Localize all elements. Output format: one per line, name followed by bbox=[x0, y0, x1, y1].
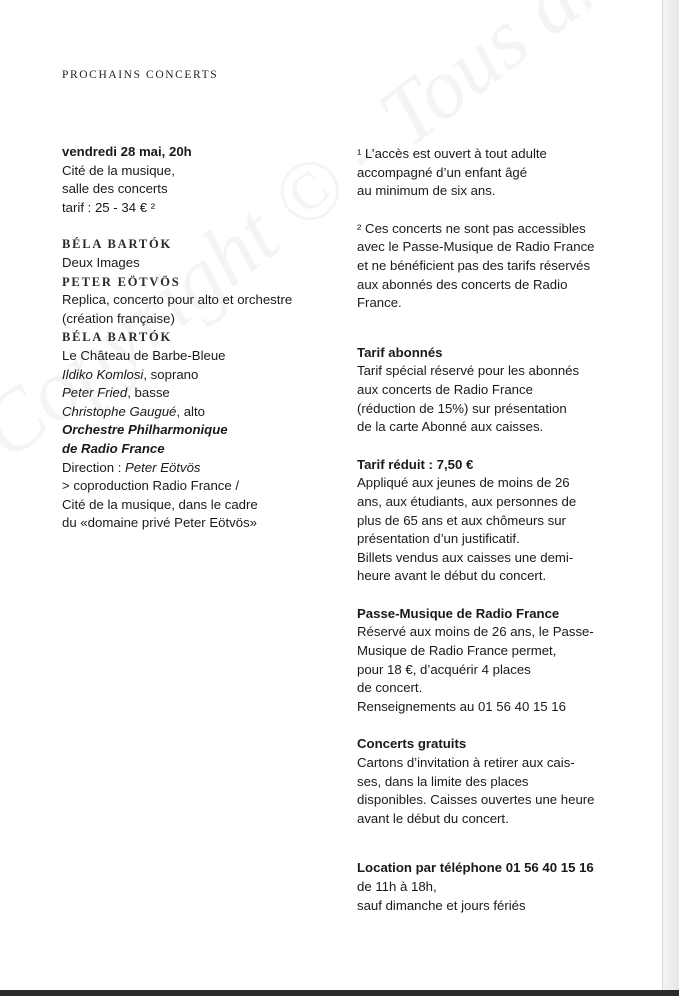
section-text: sauf dimanche et jours fériés bbox=[357, 897, 526, 913]
performer-line bbox=[62, 366, 342, 385]
concert-date: vendredi 28 mai, 20h bbox=[62, 144, 192, 159]
venue-line: salle des concerts bbox=[62, 181, 168, 197]
orchestra-name: Orchestre Philharmonique bbox=[62, 422, 228, 438]
section-text: Tarif spécial réservé pour les abonnés bbox=[357, 363, 580, 379]
work-title: Deux Images bbox=[62, 254, 140, 270]
work-title: Le Château de Barbe-Bleue bbox=[62, 347, 226, 363]
conductor-line bbox=[62, 459, 342, 478]
section-text: Cartons d’invitation à retirer aux cais- bbox=[357, 755, 575, 771]
section-text: pour 18 €, d’acquérir 4 places bbox=[357, 661, 531, 677]
tarif-abonnes-section bbox=[357, 344, 647, 437]
footnote-line: et ne bénéficient pas des tarifs réservés bbox=[357, 257, 591, 273]
footnote-line: avec le Passe-Musique de Radio France bbox=[357, 239, 595, 255]
section-text: disponibles. Caisses ouvertes une heure bbox=[357, 792, 595, 808]
section-text: Renseignements au 01 56 40 15 16 bbox=[357, 698, 566, 714]
work-title: Replica, concerto pour alto et orchestre bbox=[62, 292, 293, 308]
orchestra-name: de Radio France bbox=[62, 440, 165, 456]
section-title: Concerts gratuits bbox=[357, 736, 467, 752]
section-text: de 11h à 18h, bbox=[357, 879, 437, 894]
footnote-line: ² Ces concerts ne sont pas accessibles bbox=[357, 220, 586, 236]
footnote-line: accompagné d’un enfant âgé bbox=[357, 164, 528, 180]
performer-role: , soprano bbox=[143, 366, 199, 382]
section-header: PROCHAINS CONCERTS bbox=[62, 69, 219, 81]
footnote-line: ¹ L’accès est ouvert à tout adulte bbox=[357, 146, 547, 161]
venue-line: Cité de la musique, bbox=[62, 162, 175, 178]
section-text: plus de 65 ans et aux chômeurs sur bbox=[357, 512, 566, 528]
performer-role: , basse bbox=[127, 385, 170, 401]
performer-name: Christophe Gaugué bbox=[62, 403, 177, 419]
composer-name: PETER EÖTVÖS bbox=[62, 274, 181, 289]
performer-role: , alto bbox=[176, 403, 205, 419]
footnote-2 bbox=[357, 220, 647, 313]
passe-musique-section bbox=[357, 605, 647, 717]
direction-label: Direction : bbox=[62, 459, 126, 475]
section-text: ses, dans la limite des places bbox=[357, 773, 529, 789]
page-edge bbox=[662, 0, 679, 996]
page-bottom-edge bbox=[0, 990, 679, 996]
coproduction-line: Cité de la musique, dans le cadre bbox=[62, 496, 258, 512]
coproduction-line: du «domaine privé Peter Eötvös» bbox=[62, 515, 257, 531]
section-text: avant le début du concert. bbox=[357, 810, 509, 826]
section-text: Appliqué aux jeunes de moins de 26 bbox=[357, 475, 570, 491]
performer-line bbox=[62, 403, 342, 422]
section-text: aux concerts de Radio France bbox=[357, 381, 533, 397]
price-line: tarif : 25 - 34 € ² bbox=[62, 199, 156, 215]
performer-name: Peter Fried bbox=[62, 385, 128, 401]
composer-name: BÉLA BARTÓK bbox=[62, 237, 173, 252]
footnote-1 bbox=[357, 145, 647, 201]
section-title: Passe-Musique de Radio France bbox=[357, 605, 560, 621]
performer-line bbox=[62, 384, 342, 403]
footnote-line: aux abonnés des concerts de Radio bbox=[357, 276, 568, 292]
info-column bbox=[357, 145, 647, 915]
section-text: Billets vendus aux caisses une demi- bbox=[357, 549, 574, 565]
section-text: heure avant le début du concert. bbox=[357, 568, 547, 584]
section-title: Tarif abonnés bbox=[357, 344, 443, 360]
section-text: de concert. bbox=[357, 680, 423, 696]
section-text: ans, aux étudiants, aux personnes de bbox=[357, 493, 577, 509]
conductor-name: Peter Eötvös bbox=[125, 459, 201, 475]
footnote-line: au minimum de six ans. bbox=[357, 183, 496, 199]
section-text: (réduction de 15%) sur présentation bbox=[357, 400, 567, 416]
tarif-reduit-section bbox=[357, 456, 647, 586]
performers bbox=[62, 366, 342, 478]
section-text: Réservé aux moins de 26 ans, le Passe- bbox=[357, 624, 594, 640]
section-text: présentation d’un justificatif. bbox=[357, 531, 520, 547]
location-section bbox=[357, 859, 647, 915]
concerts-gratuits-section bbox=[357, 735, 647, 828]
section-text: de la carte Abonné aux caisses. bbox=[357, 419, 544, 435]
section-title: Location par téléphone 01 56 40 15 16 bbox=[357, 860, 594, 876]
composer-name: BÉLA BARTÓK bbox=[62, 330, 173, 345]
coproduction-line: > coproduction Radio France / bbox=[62, 478, 240, 494]
concert-details-column bbox=[62, 143, 342, 533]
program bbox=[62, 235, 342, 365]
section-text: Musique de Radio France permet, bbox=[357, 643, 557, 659]
footnote-line: France. bbox=[357, 295, 402, 311]
work-note: (création française) bbox=[62, 310, 175, 326]
performer-name: Ildiko Komlosi bbox=[62, 366, 144, 382]
section-title: Tarif réduit : 7,50 € bbox=[357, 456, 474, 472]
